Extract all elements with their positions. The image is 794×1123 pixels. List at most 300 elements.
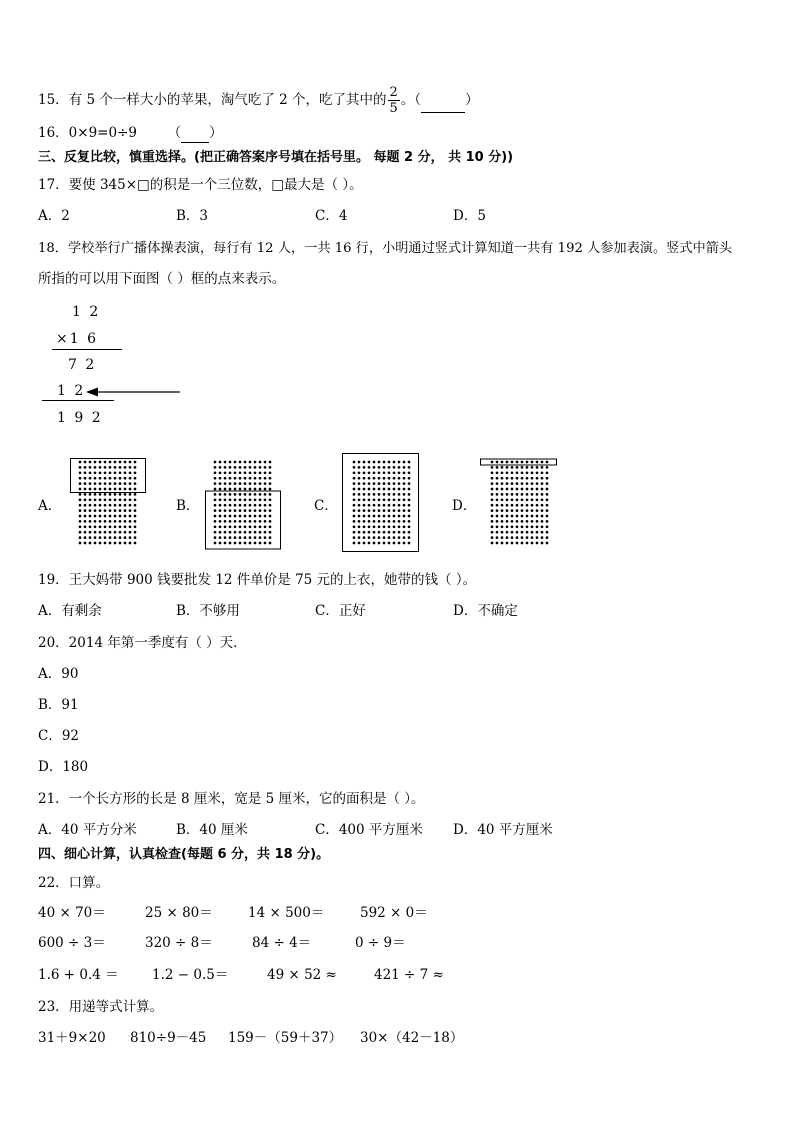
q21-option-b[interactable]: B．40 厘米 xyxy=(176,822,248,838)
question-22: 22．口算。 xyxy=(38,875,110,891)
dot xyxy=(244,531,247,534)
dot xyxy=(393,471,396,474)
dot xyxy=(84,536,87,539)
dot xyxy=(531,531,534,534)
dot xyxy=(546,461,549,464)
dot xyxy=(501,520,504,523)
dot xyxy=(378,493,381,496)
dot xyxy=(259,536,262,539)
dot xyxy=(99,509,102,512)
dot xyxy=(214,466,217,469)
dot xyxy=(239,477,242,480)
dot xyxy=(388,536,391,539)
dot xyxy=(546,488,549,491)
dot xyxy=(224,531,227,534)
dot xyxy=(516,488,519,491)
dot xyxy=(84,482,87,485)
dot xyxy=(363,482,366,485)
dot xyxy=(114,542,117,545)
dot xyxy=(363,477,366,480)
dot xyxy=(506,515,509,518)
dot xyxy=(224,471,227,474)
dot xyxy=(491,531,494,534)
dot xyxy=(234,504,237,507)
dot xyxy=(383,482,386,485)
dot xyxy=(501,461,504,464)
dot xyxy=(536,525,539,528)
dot xyxy=(536,466,539,469)
dot xyxy=(259,477,262,480)
dot xyxy=(129,498,132,501)
vertical-row-1: 1 2 xyxy=(72,304,101,320)
dot xyxy=(358,531,361,534)
dot xyxy=(94,504,97,507)
dot xyxy=(104,515,107,518)
dot xyxy=(249,461,252,464)
dot xyxy=(119,542,122,545)
dot xyxy=(541,471,544,474)
dot xyxy=(99,536,102,539)
dot xyxy=(398,520,401,523)
dot xyxy=(239,488,242,491)
q18-option-a[interactable]: A． xyxy=(38,498,62,514)
dot xyxy=(363,536,366,539)
dot xyxy=(254,488,257,491)
dot xyxy=(516,536,519,539)
dot xyxy=(378,520,381,523)
dot xyxy=(383,531,386,534)
q16-answer-blank[interactable] xyxy=(181,124,209,143)
dot xyxy=(234,542,237,545)
dot xyxy=(229,536,232,539)
dot xyxy=(114,471,117,474)
dot xyxy=(104,488,107,491)
fraction-2-5 xyxy=(388,86,400,115)
dot xyxy=(501,493,504,496)
dot xyxy=(134,509,137,512)
dot xyxy=(259,461,262,464)
dot xyxy=(363,520,366,523)
dot xyxy=(264,531,267,534)
q23-item-3: 159－（59＋37） xyxy=(228,1030,343,1046)
dot xyxy=(109,525,112,528)
dot xyxy=(114,482,117,485)
dot xyxy=(229,482,232,485)
dot xyxy=(219,509,222,512)
dot xyxy=(388,515,391,518)
dot xyxy=(491,466,494,469)
q20-option-a[interactable]: A．90 xyxy=(38,666,79,682)
dot xyxy=(214,498,217,501)
dot xyxy=(516,515,519,518)
q17-option-d[interactable]: D．5 xyxy=(453,208,486,224)
dot xyxy=(403,536,406,539)
dot xyxy=(526,461,529,464)
dot xyxy=(546,466,549,469)
dot xyxy=(134,531,137,534)
dot xyxy=(511,482,514,485)
dot xyxy=(114,525,117,528)
dot xyxy=(506,493,509,496)
dot xyxy=(239,520,242,523)
dot xyxy=(353,471,356,474)
question-20: 20．2014 年第一季度有（ ）天． xyxy=(38,635,247,651)
dot xyxy=(104,466,107,469)
dot xyxy=(104,493,107,496)
q17-option-a[interactable]: A．2 xyxy=(38,208,70,224)
dot xyxy=(393,466,396,469)
dot xyxy=(249,542,252,545)
dot xyxy=(368,482,371,485)
dot xyxy=(224,542,227,545)
q17-option-c[interactable]: C．4 xyxy=(315,208,348,224)
dot xyxy=(383,471,386,474)
dot xyxy=(506,498,509,501)
dot xyxy=(214,536,217,539)
dot xyxy=(511,461,514,464)
dot xyxy=(109,461,112,464)
dot xyxy=(234,488,237,491)
dot xyxy=(373,509,376,512)
dot xyxy=(229,498,232,501)
dot xyxy=(229,471,232,474)
dot xyxy=(358,536,361,539)
q19-option-d[interactable]: D．不确定 xyxy=(453,603,518,619)
dot xyxy=(408,504,411,507)
dot xyxy=(506,542,509,545)
dot xyxy=(84,488,87,491)
dot xyxy=(403,520,406,523)
dot xyxy=(109,542,112,545)
dot xyxy=(244,493,247,496)
dot xyxy=(506,536,509,539)
dot xyxy=(264,461,267,464)
section-3-title: 三、反复比较，慎重选择。(把正确答案序号填在括号里。 每题 2 分， 共 10 分)) xyxy=(38,150,514,165)
dot xyxy=(109,493,112,496)
dot xyxy=(254,542,257,545)
q15-suffix: 。（ xyxy=(400,92,422,108)
dot xyxy=(393,515,396,518)
dot xyxy=(378,536,381,539)
dot xyxy=(496,471,499,474)
vertical-rule-2 xyxy=(42,400,114,401)
dot xyxy=(526,471,529,474)
q20-option-b[interactable]: B．91 xyxy=(38,697,79,713)
question-18-line-1: 18．学校举行广播体操表演，每行有 12 人，一共 16 行，小明通过竖式计算知道一共有 192 人参加表演。竖式中箭头 xyxy=(38,241,733,256)
dot xyxy=(234,482,237,485)
dot xyxy=(378,525,381,528)
dot xyxy=(254,515,257,518)
dot xyxy=(383,504,386,507)
dot xyxy=(259,515,262,518)
dot xyxy=(249,482,252,485)
dot xyxy=(79,482,82,485)
dot xyxy=(214,471,217,474)
dot xyxy=(249,471,252,474)
dot xyxy=(408,498,411,501)
dot xyxy=(373,536,376,539)
dot xyxy=(368,493,371,496)
dot xyxy=(119,482,122,485)
q18-option-d[interactable]: D． xyxy=(452,498,477,514)
dot xyxy=(94,477,97,480)
dot xyxy=(229,509,232,512)
dot xyxy=(259,482,262,485)
dot xyxy=(124,525,127,528)
dot xyxy=(99,466,102,469)
dot xyxy=(129,477,132,480)
dot xyxy=(393,520,396,523)
q19-option-a[interactable]: A．有剩余 xyxy=(38,603,102,619)
q21-option-a[interactable]: A．40 平方分米 xyxy=(38,822,137,838)
dot xyxy=(109,488,112,491)
dot xyxy=(531,488,534,491)
dot xyxy=(269,482,272,485)
q15-prefix: 15．有 5 个一样大小的苹果，淘气吃了 2 个，吃了其中的 xyxy=(38,92,387,108)
dot xyxy=(398,498,401,501)
dot xyxy=(124,461,127,464)
dot xyxy=(94,515,97,518)
dot xyxy=(501,542,504,545)
dot xyxy=(496,515,499,518)
dot xyxy=(403,471,406,474)
dot xyxy=(353,520,356,523)
dot xyxy=(353,536,356,539)
dot xyxy=(526,498,529,501)
dot xyxy=(378,466,381,469)
dot xyxy=(408,493,411,496)
dot xyxy=(388,493,391,496)
dot xyxy=(239,542,242,545)
dot xyxy=(84,471,87,474)
dot xyxy=(363,471,366,474)
dot xyxy=(496,504,499,507)
dot xyxy=(363,509,366,512)
dot xyxy=(541,461,544,464)
dot xyxy=(546,520,549,523)
dot xyxy=(536,488,539,491)
dot xyxy=(398,493,401,496)
dot xyxy=(89,477,92,480)
q21-option-d[interactable]: D．40 平方厘米 xyxy=(453,822,553,838)
dot xyxy=(358,515,361,518)
q18-option-c[interactable]: C． xyxy=(314,498,338,514)
dot xyxy=(388,504,391,507)
dot xyxy=(521,504,524,507)
dot xyxy=(536,471,539,474)
dot xyxy=(224,504,227,507)
dot xyxy=(224,461,227,464)
dot xyxy=(501,531,504,534)
dot xyxy=(398,488,401,491)
dot xyxy=(254,509,257,512)
dot xyxy=(99,461,102,464)
dot xyxy=(398,471,401,474)
dot xyxy=(388,498,391,501)
dot xyxy=(531,520,534,523)
dot xyxy=(541,477,544,480)
dot xyxy=(393,493,396,496)
q22-r2-c2: 320 ÷ 8＝ xyxy=(145,935,213,951)
dot xyxy=(398,536,401,539)
dot xyxy=(244,482,247,485)
dot xyxy=(368,477,371,480)
dot xyxy=(491,515,494,518)
dot xyxy=(94,542,97,545)
q22-r3-c2: 1.2 − 0.5＝ xyxy=(152,967,229,983)
dot xyxy=(109,504,112,507)
dot xyxy=(501,498,504,501)
dot xyxy=(536,531,539,534)
section-4-title: 四、细心计算，认真检查(每题 6 分，共 18 分)。 xyxy=(38,847,330,862)
dot xyxy=(129,542,132,545)
dot xyxy=(546,498,549,501)
q18-option-b[interactable]: B． xyxy=(176,498,200,514)
dot xyxy=(104,520,107,523)
dot xyxy=(368,531,371,534)
dot xyxy=(541,482,544,485)
dot xyxy=(398,477,401,480)
dot xyxy=(109,498,112,501)
dot xyxy=(531,471,534,474)
dot xyxy=(269,542,272,545)
dot xyxy=(104,525,107,528)
dot xyxy=(526,542,529,545)
dot xyxy=(353,525,356,528)
q21-option-c[interactable]: C．400 平方厘米 xyxy=(315,822,423,838)
dot xyxy=(99,504,102,507)
dot xyxy=(373,498,376,501)
q15-answer-blank[interactable] xyxy=(421,88,465,113)
dot xyxy=(94,471,97,474)
dot xyxy=(353,477,356,480)
dot xyxy=(521,509,524,512)
dot xyxy=(501,536,504,539)
q20-option-c[interactable]: C．92 xyxy=(38,728,80,744)
question-18-line-2: 所指的可以用下面图（ ）框的点来表示。 xyxy=(38,271,286,287)
dot xyxy=(99,488,102,491)
dot xyxy=(264,536,267,539)
dot xyxy=(244,515,247,518)
dot xyxy=(259,542,262,545)
dot xyxy=(264,520,267,523)
dot xyxy=(134,461,137,464)
dot xyxy=(496,498,499,501)
dot xyxy=(393,525,396,528)
dot xyxy=(219,498,222,501)
dot xyxy=(536,520,539,523)
dot xyxy=(114,461,117,464)
dot xyxy=(526,509,529,512)
dot xyxy=(546,515,549,518)
dot xyxy=(541,488,544,491)
dot xyxy=(119,509,122,512)
dot xyxy=(403,504,406,507)
dot xyxy=(214,482,217,485)
dot xyxy=(373,504,376,507)
dot xyxy=(244,509,247,512)
dot xyxy=(536,515,539,518)
dot xyxy=(541,504,544,507)
dot xyxy=(109,515,112,518)
dot xyxy=(403,466,406,469)
dot xyxy=(501,466,504,469)
dot xyxy=(79,509,82,512)
dot xyxy=(388,461,391,464)
q19-option-c[interactable]: C．正好 xyxy=(315,603,366,619)
dot xyxy=(363,504,366,507)
dot xyxy=(269,498,272,501)
dot xyxy=(378,477,381,480)
dot xyxy=(214,477,217,480)
dot xyxy=(521,493,524,496)
dot xyxy=(501,509,504,512)
dot xyxy=(491,509,494,512)
dot xyxy=(541,525,544,528)
dot xyxy=(114,488,117,491)
dot xyxy=(393,536,396,539)
q20-option-d[interactable]: D．180 xyxy=(38,759,89,775)
dot xyxy=(531,461,534,464)
dot xyxy=(398,542,401,545)
dot xyxy=(516,471,519,474)
dot xyxy=(408,482,411,485)
dot xyxy=(521,471,524,474)
dot xyxy=(254,466,257,469)
dot xyxy=(363,542,366,545)
dot xyxy=(89,466,92,469)
dot xyxy=(373,531,376,534)
dot xyxy=(249,466,252,469)
dot xyxy=(378,482,381,485)
dot xyxy=(403,515,406,518)
dot xyxy=(541,520,544,523)
dot xyxy=(383,461,386,464)
dot xyxy=(521,466,524,469)
dot xyxy=(94,461,97,464)
dot xyxy=(546,542,549,545)
q22-r2-c4: 0 ÷ 9＝ xyxy=(355,935,406,951)
dot xyxy=(239,466,242,469)
dot xyxy=(393,488,396,491)
dot xyxy=(269,493,272,496)
dot xyxy=(378,488,381,491)
dot xyxy=(353,542,356,545)
vertical-row-3: 7 2 xyxy=(68,357,97,373)
dot xyxy=(363,498,366,501)
dot xyxy=(373,525,376,528)
dot xyxy=(403,542,406,545)
dot xyxy=(269,461,272,464)
dot xyxy=(368,542,371,545)
dot xyxy=(134,466,137,469)
dot xyxy=(511,471,514,474)
dot xyxy=(124,466,127,469)
dot xyxy=(531,493,534,496)
dot xyxy=(353,515,356,518)
dot xyxy=(516,493,519,496)
dot xyxy=(546,525,549,528)
dot xyxy=(491,504,494,507)
dot xyxy=(358,477,361,480)
dot xyxy=(363,525,366,528)
q19-option-b[interactable]: B．不够用 xyxy=(176,603,240,619)
dot xyxy=(526,515,529,518)
dot xyxy=(368,498,371,501)
dot xyxy=(383,493,386,496)
q17-option-b[interactable]: B．3 xyxy=(176,208,209,224)
vertical-rule-1 xyxy=(52,349,122,350)
